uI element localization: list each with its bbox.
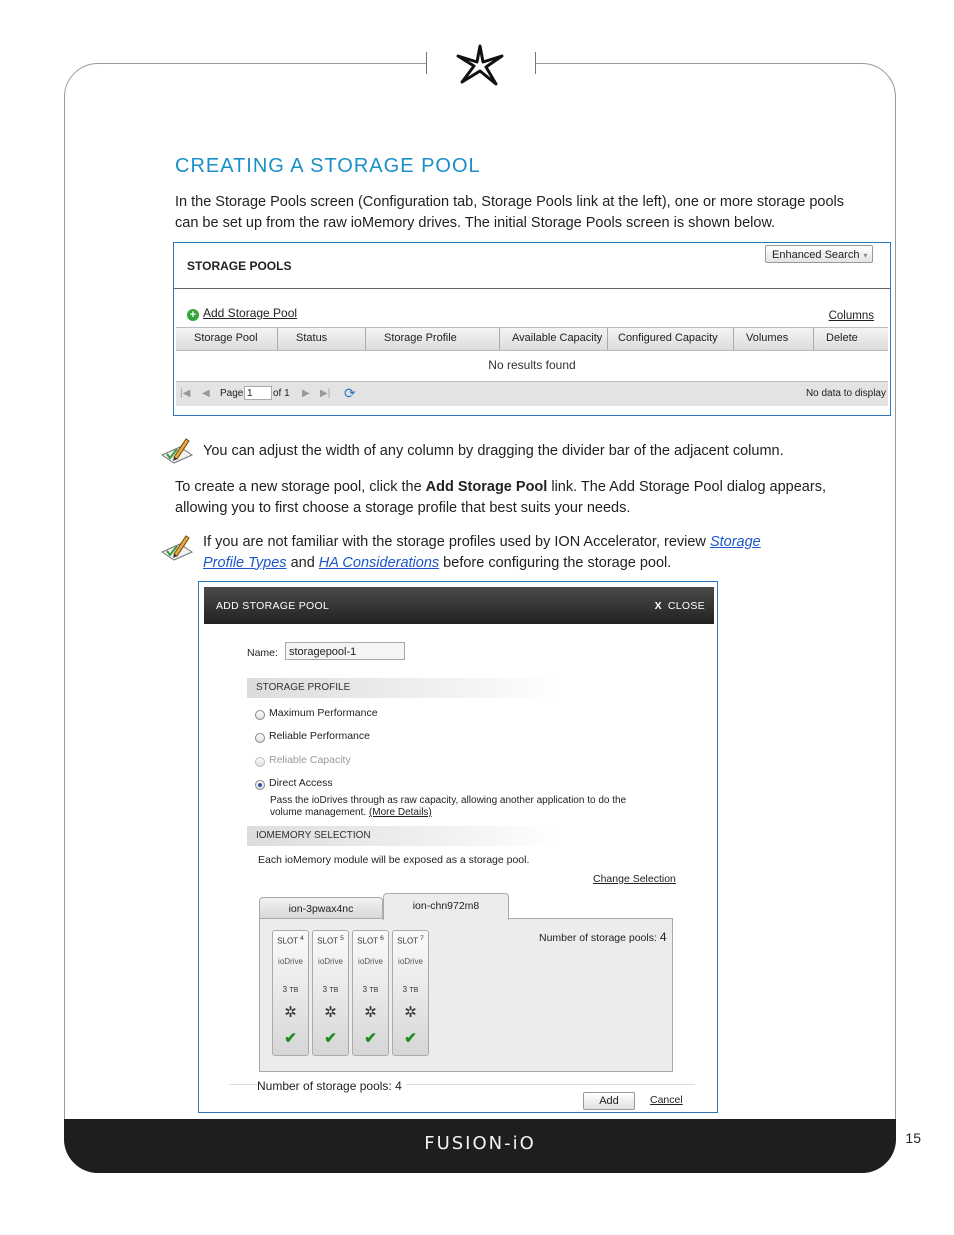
note2-text-a: If you are not familiar with the storage profiles used by ION Accelerator, review — [203, 534, 710, 550]
fusion-star-logo-icon — [452, 42, 508, 88]
table-header — [176, 327, 888, 351]
slot-unit: TB — [289, 987, 299, 994]
section-heading: CREATING A STORAGE POOL — [175, 155, 481, 177]
intro-paragraph: In the Storage Pools screen (Configuration tab, Storage Pools link at the left), one or more storage pools can be set up from the raw ioMemory drives. The initial Storage Pools screen is shown below. — [175, 194, 844, 231]
header-separator — [174, 288, 890, 289]
note-pencil-icon — [160, 435, 194, 465]
slot-number: 6 — [380, 935, 384, 942]
page-number-input[interactable]: 1 — [244, 386, 272, 400]
slot-number: 7 — [420, 935, 424, 942]
no-results-message: No results found — [488, 358, 576, 372]
iodrive-star-icon: ✲ — [324, 1004, 337, 1021]
label-maximum-performance: Maximum Performance — [269, 707, 378, 719]
name-label: Name: — [247, 647, 278, 659]
column-header-storage-pool[interactable]: Storage Pool — [176, 328, 278, 350]
column-header-volumes[interactable]: Volumes — [734, 328, 814, 350]
dropdown-arrow-icon: ▾ — [863, 251, 868, 260]
panel-pool-count-value: 4 — [659, 930, 667, 944]
divider-left — [426, 52, 427, 74]
slot-label: SLOT — [317, 936, 338, 946]
slot-size: 3 — [322, 985, 328, 994]
slot-label: SLOT — [277, 936, 298, 946]
divider-right — [535, 52, 536, 74]
slot-size: 3 — [402, 985, 408, 994]
note2-text-b: before configuring the storage pool. — [439, 554, 672, 571]
footer-brand-logo: FUSION-iO — [424, 1133, 536, 1154]
para2-bold: Add Storage Pool — [425, 479, 548, 495]
dialog-title: ADD STORAGE POOL — [216, 600, 330, 612]
enhanced-search-label: Enhanced Search — [772, 249, 860, 261]
radio-reliable-performance[interactable] — [255, 733, 265, 743]
change-selection-link[interactable]: Change Selection — [593, 873, 676, 885]
iodrive-star-icon: ✲ — [404, 1004, 417, 1021]
radio-reliable-capacity[interactable] — [255, 757, 265, 767]
checkmark-icon: ✔ — [324, 1030, 337, 1047]
more-details-link[interactable]: (More Details) — [368, 807, 432, 818]
radio-direct-access[interactable] — [255, 780, 265, 790]
add-button[interactable]: Add — [583, 1092, 635, 1110]
last-page-icon[interactable]: ▶| — [320, 388, 331, 399]
add-storage-pool-dialog — [198, 581, 718, 1113]
storage-pools-screen — [173, 242, 891, 416]
slot-unit: TB — [329, 987, 339, 994]
slot-type: ioDrive — [358, 957, 383, 966]
slot-size: 3 — [282, 985, 288, 994]
page-footer — [64, 1119, 896, 1173]
note-profiles — [203, 532, 803, 573]
slot-type: ioDrive — [398, 957, 423, 966]
column-header-configured-capacity[interactable]: Configured Capacity — [608, 328, 734, 350]
radio-maximum-performance[interactable] — [255, 710, 265, 720]
add-storage-pool-link[interactable] — [187, 306, 297, 321]
slot-type: ioDrive — [318, 957, 343, 966]
checkmark-icon: ✔ — [364, 1030, 377, 1047]
slot-unit: TB — [369, 987, 379, 994]
iodrive-star-icon: ✲ — [284, 1004, 297, 1021]
storage-profile-types-link[interactable]: Storage Profile Types — [203, 534, 761, 571]
next-page-icon[interactable]: ▶ — [302, 388, 310, 399]
storage-profile-header: STORAGE PROFILE — [247, 678, 557, 698]
note-column-width: You can adjust the width of any column by dragging the divider bar of the adjacent column. — [203, 443, 784, 459]
add-pool-paragraph — [175, 477, 855, 518]
label-reliable-capacity: Reliable Capacity — [269, 754, 351, 766]
label-reliable-performance: Reliable Performance — [269, 730, 370, 742]
direct-desc-2: volume management. — [270, 807, 367, 818]
prev-page-icon[interactable]: ◀ — [202, 388, 210, 399]
column-header-delete[interactable]: Delete — [826, 332, 858, 344]
slot-unit: TB — [409, 987, 419, 994]
column-header-available-capacity[interactable]: Available Capacity — [500, 328, 608, 350]
tab-ion-chn972m8[interactable]: ion-chn972m8 — [383, 893, 509, 920]
checkmark-icon: ✔ — [404, 1030, 417, 1047]
para2-text-b: link. The Add Storage Pool dialog appears, allowing you to first choose a storage profile that best suits your needs. — [175, 479, 826, 516]
pager-status: No data to display — [805, 388, 886, 399]
direct-access-description-2 — [270, 807, 432, 818]
direct-access-description: Pass the ioDrives through as raw capacity, allowing another application to do the — [270, 795, 627, 806]
footer-pool-count-label: Number of storage pools: — [257, 1079, 392, 1093]
first-page-icon[interactable]: |◀ — [180, 388, 191, 399]
cancel-link[interactable]: Cancel — [650, 1094, 683, 1106]
columns-link[interactable]: Columns — [828, 310, 874, 322]
iomemory-selection-header: IOMEMORY SELECTION — [247, 826, 557, 846]
slot-number: 4 — [300, 935, 304, 942]
iodrive-star-icon: ✲ — [364, 1004, 377, 1021]
slot-size: 3 — [362, 985, 368, 994]
page-count-label: of 1 — [273, 388, 290, 399]
label-direct-access: Direct Access — [269, 777, 333, 789]
page-label: Page — [220, 388, 244, 399]
slot-card[interactable] — [272, 930, 309, 1056]
slot-card[interactable] — [352, 930, 389, 1056]
slot-type: ioDrive — [278, 957, 303, 966]
panel-pool-count — [539, 930, 667, 944]
checkmark-icon: ✔ — [284, 1030, 297, 1047]
page-number: 15 — [905, 1130, 921, 1146]
column-header-status[interactable]: Status — [278, 328, 366, 350]
dialog-header — [204, 587, 714, 624]
panel-pool-count-label: Number of storage pools: — [539, 932, 657, 944]
storage-pools-title: STORAGE POOLS — [187, 259, 292, 273]
tab-ion-3pwax4nc[interactable]: ion-3pwax4nc — [259, 897, 383, 919]
refresh-icon[interactable]: ⟳ — [344, 385, 356, 401]
para2-text-a: To create a new storage pool, click the — [175, 479, 426, 495]
enhanced-search-button[interactable] — [765, 245, 873, 263]
close-button[interactable] — [655, 600, 705, 612]
add-icon: + — [187, 309, 199, 321]
ha-considerations-link[interactable]: HA Considerations — [318, 554, 440, 571]
slot-card[interactable] — [312, 930, 349, 1056]
pagination-bar — [176, 381, 888, 406]
close-icon: X — [654, 600, 662, 612]
footer-pool-count — [257, 1079, 406, 1093]
close-label: CLOSE — [667, 600, 705, 612]
slot-number: 5 — [340, 935, 344, 942]
slot-label: SLOT — [357, 936, 378, 946]
add-storage-pool-label: Add Storage Pool — [203, 306, 298, 320]
footer-pool-count-value: 4 — [395, 1079, 402, 1093]
slot-card[interactable] — [392, 930, 429, 1056]
note2-and: and — [286, 554, 319, 571]
column-header-storage-profile[interactable]: Storage Profile — [366, 328, 500, 350]
note-pencil-icon — [160, 532, 194, 562]
slot-label: SLOT — [397, 936, 418, 946]
pool-name-input[interactable]: storagepool-1 — [285, 642, 405, 660]
iomemory-description: Each ioMemory module will be exposed as a storage pool. — [258, 854, 530, 866]
